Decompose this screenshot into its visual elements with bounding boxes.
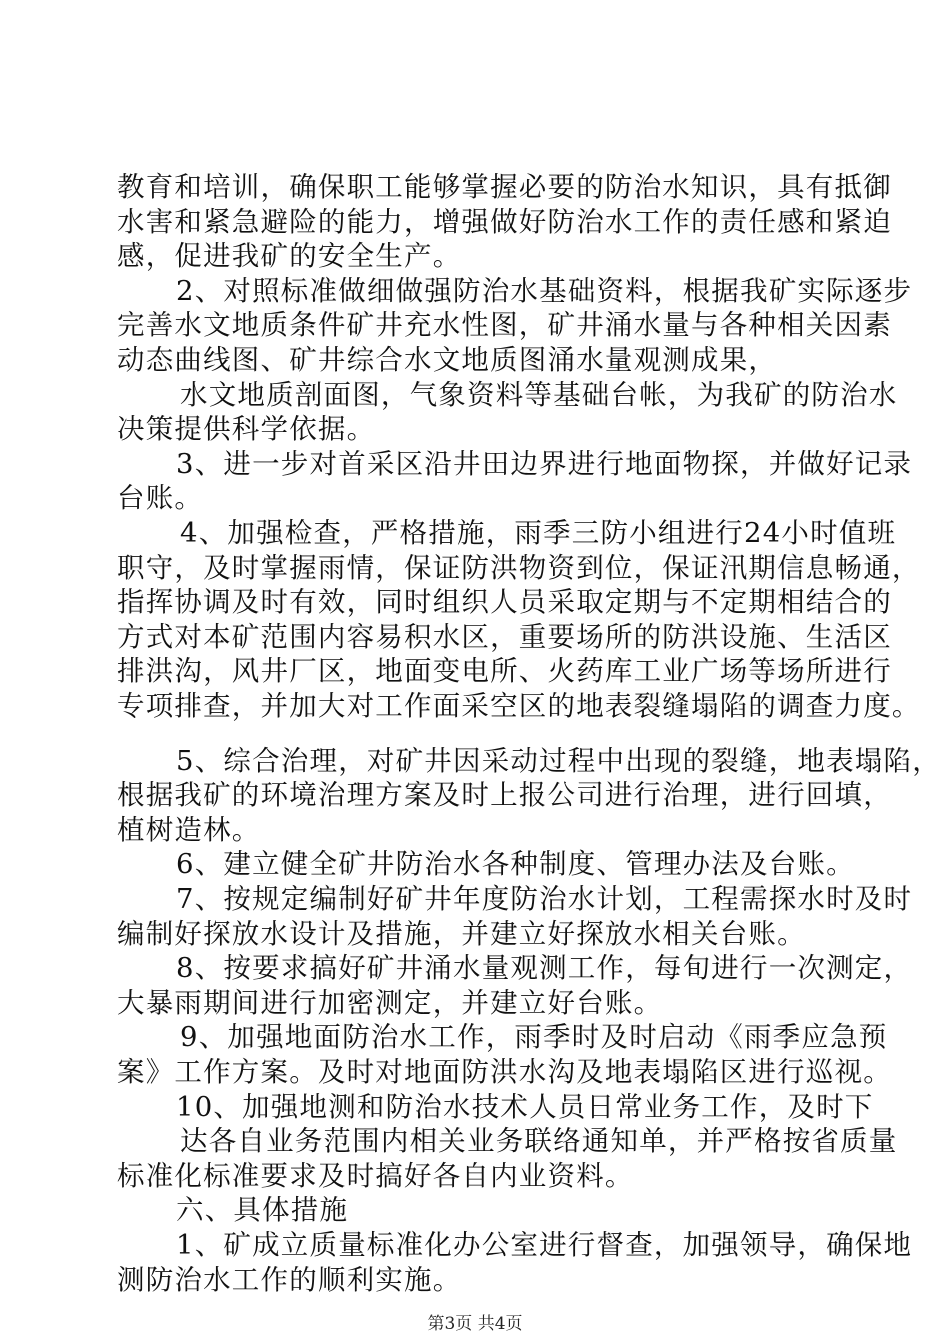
text-line: 9、加强地面防治水工作，雨季时及时启动《雨季应急预 <box>180 1021 888 1054</box>
text-line: 动态曲线图、矿井综合水文地质图涌水量观测成果， <box>117 344 778 376</box>
text-line: 决策提供科学依据。 <box>117 413 376 446</box>
text-line: 根据我矿的环境治理方案及时上报公司进行治理，进行回填， <box>117 779 892 812</box>
text-line: 测防治水工作的顺利实施。 <box>117 1263 462 1296</box>
text-line: 标准化标准要求及时搞好各自内业资料。 <box>117 1159 634 1192</box>
text-line: 水文地质剖面图，气象资料等基础台帐，为我矿的防治水 <box>180 378 898 411</box>
text-line: 6、建立健全矿井防治水各种制度、管理办法及台账。 <box>176 848 855 881</box>
text-line: 3、进一步对首采区沿井田边界进行地面物探，并做好记录 <box>176 447 913 480</box>
section-heading: 六、具体措施 <box>176 1194 349 1227</box>
text-line: 排洪沟，风井厂区，地面变电所、火药库工业广场等场所进行 <box>117 655 892 688</box>
text-line: 达各自业务范围内相关业务联络通知单，并严格按省质量 <box>180 1125 898 1158</box>
text-line: 7、按规定编制好矿井年度防治水计划，工程需探水时及时 <box>176 883 913 915</box>
text-line: 10、加强地测和防治水技术人员日常业务工作，及时下 <box>176 1090 874 1123</box>
text-line: 水害和紧急避险的能力，增强做好防治水工作的责任感和紧迫 <box>117 205 892 238</box>
text-line: 感，促进我矿的安全生产。 <box>117 240 462 273</box>
text-line: 专项排查，并加大对工作面采空区的地表裂缝塌陷的调查力度。 <box>117 690 921 722</box>
text-line: 编制好探放水设计及措施，并建立好探放水相关台账。 <box>117 917 806 950</box>
text-line: 台账。 <box>117 482 204 515</box>
text-line: 2、对照标准做细做强防治水基础资料，根据我矿实际逐步 <box>176 274 913 307</box>
text-line: 指挥协调及时有效，同时组织人员采取定期与不定期相结合的 <box>117 586 892 619</box>
text-line: 方式对本矿范围内容易积水区，重要场所的防洪设施、生活区 <box>117 620 892 653</box>
text-line: 4、加强检查，严格措施，雨季三防小组进行24小时值班 <box>180 517 897 549</box>
text-line: 职守，及时掌握雨情，保证防洪物资到位，保证汛期信息畅通， <box>117 551 921 584</box>
text-line: 完善水文地质条件矿井充水性图，矿井涌水量与各种相关因素 <box>117 309 892 342</box>
text-line: 8、按要求搞好矿井涌水量观测工作，每旬进行一次测定， <box>176 952 913 985</box>
text-line: 植树造林。 <box>117 813 261 846</box>
text-line: 1、矿成立质量标准化办公室进行督查，加强领导，确保地 <box>176 1229 913 1261</box>
text-line: 5、综合治理，对矿井因采动过程中出现的裂缝，地表塌陷， <box>176 744 941 777</box>
page-number-footer: 第3页 共4页 <box>427 1314 523 1335</box>
text-line: 教育和培训，确保职工能够掌握必要的防治水知识，具有抵御 <box>117 171 892 203</box>
text-line: 案》工作方案。及时对地面防洪水沟及地表塌陷区进行巡视。 <box>117 1056 892 1088</box>
text-line: 大暴雨期间进行加密测定，并建立好台账。 <box>117 986 663 1019</box>
